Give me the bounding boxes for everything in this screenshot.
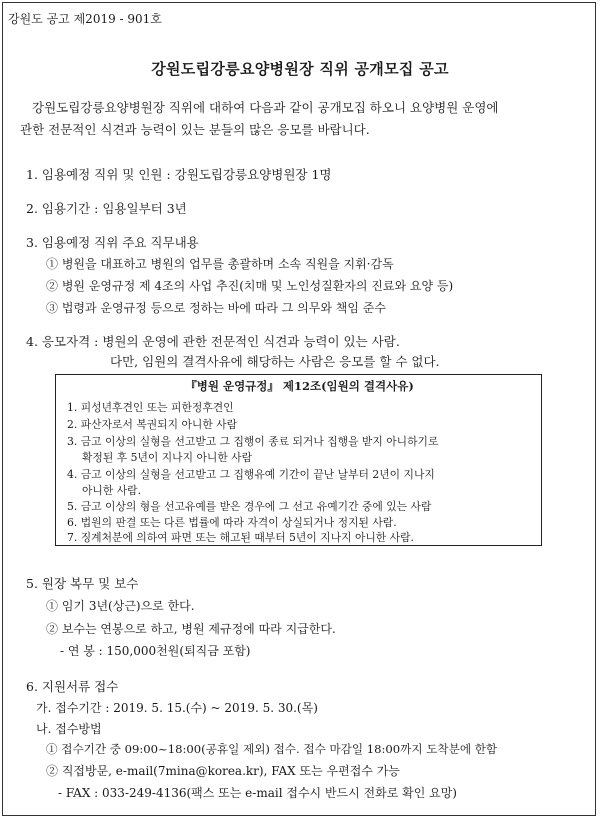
box-item-5: 5. 금고 이상의 형을 선고유예를 받은 경우에 그 선고 유예기간 중에 있는 사람 — [67, 500, 432, 513]
section-2: 2. 임용기간 : 임용일부터 3년 — [26, 201, 187, 216]
box-item-4: 4. 금고 이상의 실형을 선고받고 그 집행유예 기간이 끝난 날부터 2년이 지나지 — [67, 468, 435, 481]
disqualification-box — [55, 374, 542, 546]
section-6-item-2: ② 직접방문, e-mail(7mina@korea.kr), FAX 또는 우편접수 가능 — [46, 764, 400, 778]
box-item-3-cont: 확정된 후 5년이 지나지 아니한 사람 — [82, 451, 253, 464]
section-6-period: 가. 접수기간 : 2019. 5. 15.(수) ~ 2019. 5. 30.(목) — [36, 701, 318, 715]
box-item-1: 1. 피성년후견인 또는 피한정후견인 — [67, 401, 234, 414]
section-6-heading: 6. 지원서류 접수 — [26, 679, 119, 694]
section-5-heading: 5. 원장 복무 및 보수 — [26, 576, 139, 591]
section-5-salary: - 연 봉 : 150,000천원(퇴직금 포함) — [60, 644, 251, 658]
box-item-3: 3. 금고 이상의 실형을 선고받고 그 집행이 종료 되거나 집행을 받지 아니하기로 — [67, 435, 439, 448]
section-6-method: 나. 접수방법 — [36, 722, 102, 736]
section-3-heading: 3. 임용예정 직위 주요 직무내용 — [26, 235, 199, 250]
box-item-6: 6. 법원의 판결 또는 다른 법률에 따라 자격이 상실되거나 정지된 사람. — [67, 516, 397, 529]
section-3-item-3: ③ 법령과 운영규정 등으로 정하는 바에 따라 그 의무와 책임 준수 — [46, 301, 386, 315]
section-6-fax: - FAX : 033-249-4136(팩스 또는 e-mail 접수시 반드시 전화로 확인 요망) — [58, 786, 457, 800]
section-5-item-1: ① 임기 3년(상근)으로 한다. — [46, 599, 195, 613]
intro-line-1: 강원도립강릉요양병원장 직위에 대하여 다음과 같이 공개모집 하오니 요양병원 운영에 — [32, 100, 499, 115]
section-1: 1. 임용예정 직위 및 인원 : 강원도립강릉요양병원장 1명 — [26, 167, 332, 182]
section-3-item-2: ② 병원 운영규정 제 4조의 사업 추진(치매 및 노인성질환자의 진료와 요양 등) — [46, 279, 454, 293]
box-item-4-cont: 아니한 사람. — [82, 484, 142, 497]
section-4-line-2: 다만, 임원의 결격사유에 해당하는 사람은 응모를 할 수 없다. — [110, 354, 440, 369]
intro-line-2: 관한 전문적인 식견과 능력이 있는 분들의 많은 응모를 바랍니다. — [20, 122, 370, 137]
notice-number: 강원도 공고 제2019 - 901호 — [8, 12, 162, 26]
section-6-item-1: ① 접수기간 중 09:00~18:00(공휴일 제외) 접수. 접수 마감일 18:00까지 도착분에 한함 — [46, 742, 498, 756]
section-5-item-2: ② 보수는 연봉으로 하고, 병원 제규정에 따라 지급한다. — [46, 622, 336, 636]
box-item-2: 2. 파산자로서 복권되지 아니한 사람 — [67, 418, 238, 431]
section-3-item-1: ① 병원을 대표하고 병원의 업무를 총괄하며 소속 직원을 지휘·감독 — [46, 257, 394, 271]
box-item-7: 7. 징계처분에 의하여 파면 또는 해고된 때부터 5년이 지나지 아니한 사람. — [67, 531, 414, 544]
page-title: 강원도립강릉요양병원장 직위 공개모집 공고 — [151, 60, 449, 78]
section-4-heading: 4. 응모자격 : 병원의 운영에 관한 전문적인 식견과 능력이 있는 사람. — [26, 334, 400, 349]
box-title: 『병원 운영규정』 제12조(임원의 결격사유) — [185, 379, 414, 393]
